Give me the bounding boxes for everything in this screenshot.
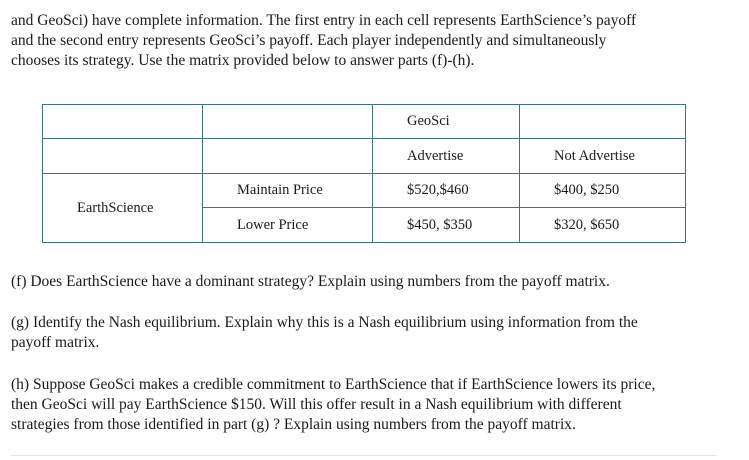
question-f	[11, 272, 741, 292]
question-line: (h) Suppose GeoSci makes a credible commitment to EarthScience that if EarthScience lowers its price,	[11, 376, 656, 393]
question-line: payoff matrix.	[11, 334, 100, 351]
payoff-cell: $320, $650	[520, 208, 686, 243]
empty-cell	[43, 105, 203, 139]
divider	[11, 455, 716, 456]
empty-cell	[203, 139, 373, 174]
intro-line: chooses its strategy. Use the matrix provided below to answer parts (f)-(h).	[11, 52, 475, 69]
matrix-strategy-row	[43, 139, 686, 174]
row-player-label: EarthScience	[43, 174, 203, 243]
empty-cell	[520, 105, 686, 139]
column-strategy-advertise: Advertise	[373, 139, 520, 174]
matrix-payoff-row	[43, 174, 686, 208]
question-h	[11, 375, 741, 435]
question-line: (g) Identify the Nash equilibrium. Explain why this is a Nash equilibrium using information from the	[11, 314, 638, 331]
question-line: (f) Does EarthScience have a dominant strategy? Explain using numbers from the payoff matrix.	[11, 273, 610, 290]
row-strategy-lower-price: Lower Price	[203, 208, 373, 243]
empty-cell	[203, 105, 373, 139]
payoff-matrix	[42, 104, 686, 243]
column-strategy-not-advertise: Not Advertise	[520, 139, 686, 174]
row-strategy-maintain-price: Maintain Price	[203, 174, 373, 208]
payoff-cell: $400, $250	[520, 174, 686, 208]
payoff-cell: $520,$460	[373, 174, 520, 208]
empty-cell	[43, 139, 203, 174]
intro-line: and GeoSci) have complete information. The first entry in each cell represents EarthScience’s payoff	[11, 12, 637, 29]
intro-line: and the second entry represents GeoSci’s payoff. Each player independently and simultaneously	[11, 32, 607, 49]
column-player-label: GeoSci	[373, 105, 520, 139]
question-line: then GeoSci will pay EarthScience $150. Will this offer result in a Nash equilibrium with different	[11, 396, 622, 413]
question-line: strategies from those identified in part (g) ? Explain using numbers from the payoff matrix.	[11, 416, 576, 433]
payoff-cell: $450, $350	[373, 208, 520, 243]
matrix-header-row	[43, 105, 686, 139]
question-g	[11, 313, 741, 353]
intro-paragraph	[11, 11, 741, 71]
